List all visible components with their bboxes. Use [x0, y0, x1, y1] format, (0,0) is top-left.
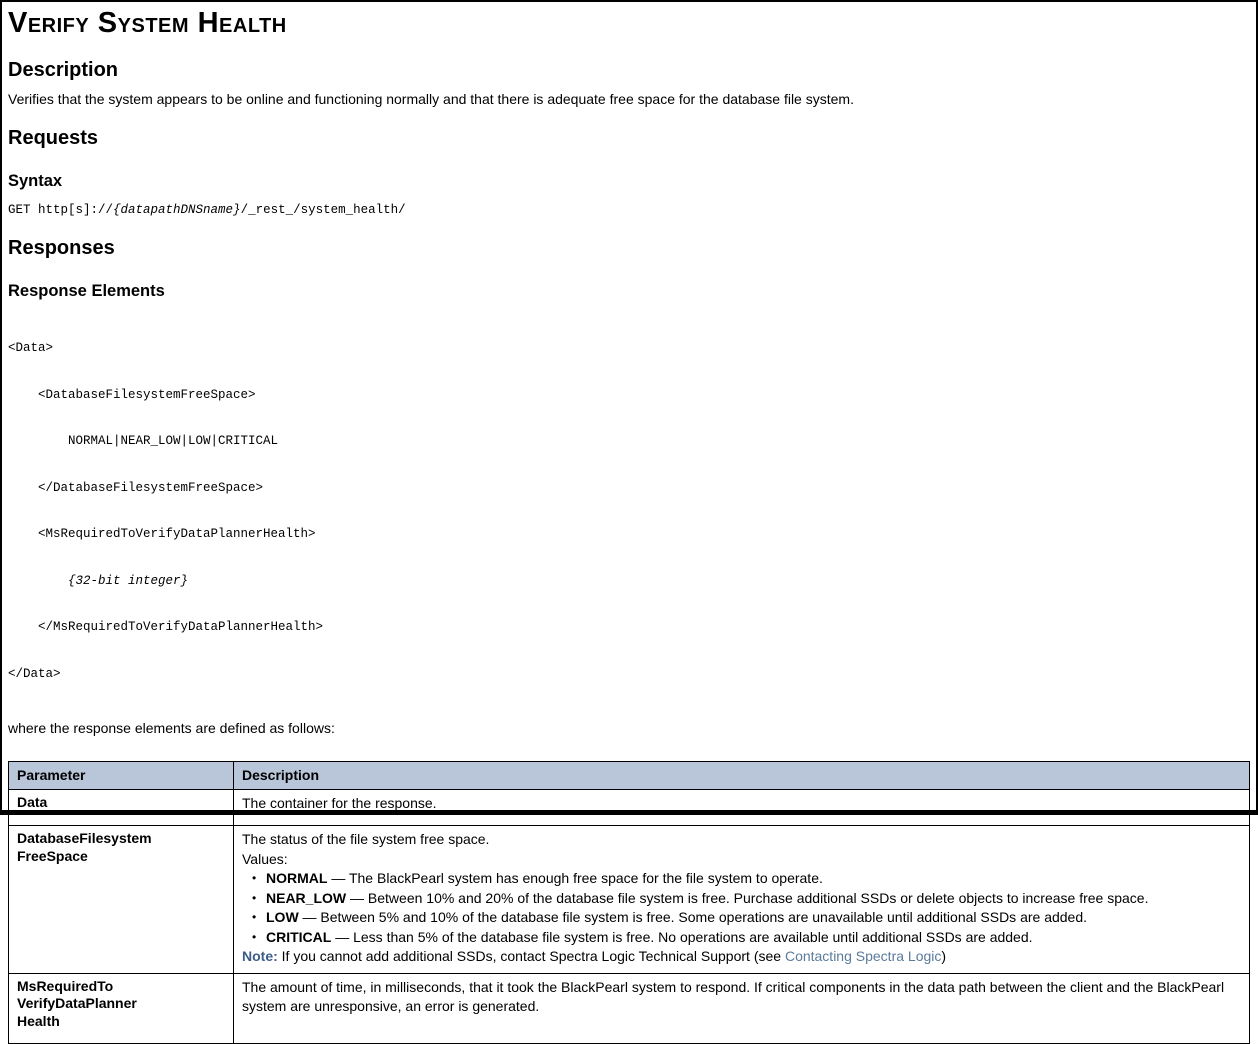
- note-label: Note:: [242, 948, 278, 964]
- table-header-row: [9, 762, 1250, 790]
- bullet-dot-icon: •: [252, 871, 257, 885]
- param-cell: Data: [9, 790, 234, 826]
- description-cell: The container for the response.: [234, 790, 1250, 826]
- syntax-code-pre: GET http[s]://: [8, 203, 114, 217]
- code-line: </DatabaseFilesystemFreeSpace>: [8, 480, 264, 495]
- code-italic-value: {32-bit integer}: [68, 573, 189, 588]
- contacting-spectra-logic-link[interactable]: Contacting Spectra Logic: [784, 948, 942, 964]
- page-title: Verify System Health: [8, 7, 287, 39]
- description-heading: Description: [8, 59, 119, 81]
- responses-heading: Responses: [8, 237, 115, 259]
- param-cell: MsRequiredTo VerifyDataPlanner Health: [9, 973, 234, 1043]
- param-cell: DatabaseFilesystem FreeSpace: [9, 826, 234, 974]
- syntax-code-variable: {datapathDNSname}: [113, 203, 241, 217]
- code-line: <Data>: [8, 341, 54, 355]
- syntax-code-post: /_rest_/system_health/: [240, 203, 406, 217]
- response-elements-table: [8, 761, 1250, 1044]
- response-elements-heading: Response Elements: [8, 282, 165, 300]
- bullet-dot-icon: •: [252, 910, 257, 924]
- value-bullet: • NEAR_LOW — Between 10% and 20% of the database file system is free. Purchase additional SSDs or delete objects to increase free space.: [242, 889, 1241, 909]
- bullet-dot-icon: •: [252, 929, 257, 944]
- bullet-dot-icon: •: [252, 890, 257, 905]
- table-row: [9, 826, 1250, 974]
- desc-intro: The status of the file system free space.: [242, 831, 490, 847]
- code-line: </MsRequiredToVerifyDataPlannerHealth>: [8, 620, 324, 634]
- values-label: Values:: [242, 850, 288, 867]
- syntax-code-line: [8, 202, 1250, 218]
- code-line: <DatabaseFilesystemFreeSpace>: [8, 387, 256, 402]
- table-row: [9, 790, 1250, 826]
- value-bullet: • NORMAL — The BlackPearl system has enough free space for the file system to operate.: [242, 869, 1241, 889]
- code-line: </Data>: [8, 666, 61, 681]
- response-elements-code-block: [8, 311, 1250, 711]
- code-line: [8, 572, 1250, 591]
- requests-heading: Requests: [8, 127, 99, 149]
- description-text: Verifies that the system appears to be online and functioning normally and that there is adequate free space for the database file system.: [8, 91, 854, 107]
- value-bullet: • LOW — Between 5% and 10% of the database file system is free. Some operations are unavailable until additional SSDs are added.: [242, 908, 1241, 928]
- table-row: [9, 973, 1250, 1043]
- table-header-description: Description: [234, 762, 1250, 790]
- syntax-heading: Syntax: [8, 172, 63, 190]
- code-line: NORMAL|NEAR_LOW|LOW|CRITICAL: [8, 434, 279, 448]
- description-cell: [234, 826, 1250, 974]
- description-cell: The amount of time, in milliseconds, that it took the BlackPearl system to respond. If critical components in the data path between the client and the BlackPearl system are unresponsive, an error is generated.: [234, 973, 1250, 1043]
- code-line: <MsRequiredToVerifyDataPlannerHealth>: [8, 527, 316, 541]
- value-bullet: • CRITICAL — Less than 5% of the database file system is free. No operations are available until additional SSDs are added.: [242, 928, 1241, 948]
- note-line: Note: If you cannot add additional SSDs, contact Spectra Logic Technical Support (see Contacting Spectra Logic): [242, 948, 947, 964]
- table-header-parameter: Parameter: [9, 762, 234, 790]
- table-lead-text: where the response elements are defined as follows:: [8, 720, 335, 736]
